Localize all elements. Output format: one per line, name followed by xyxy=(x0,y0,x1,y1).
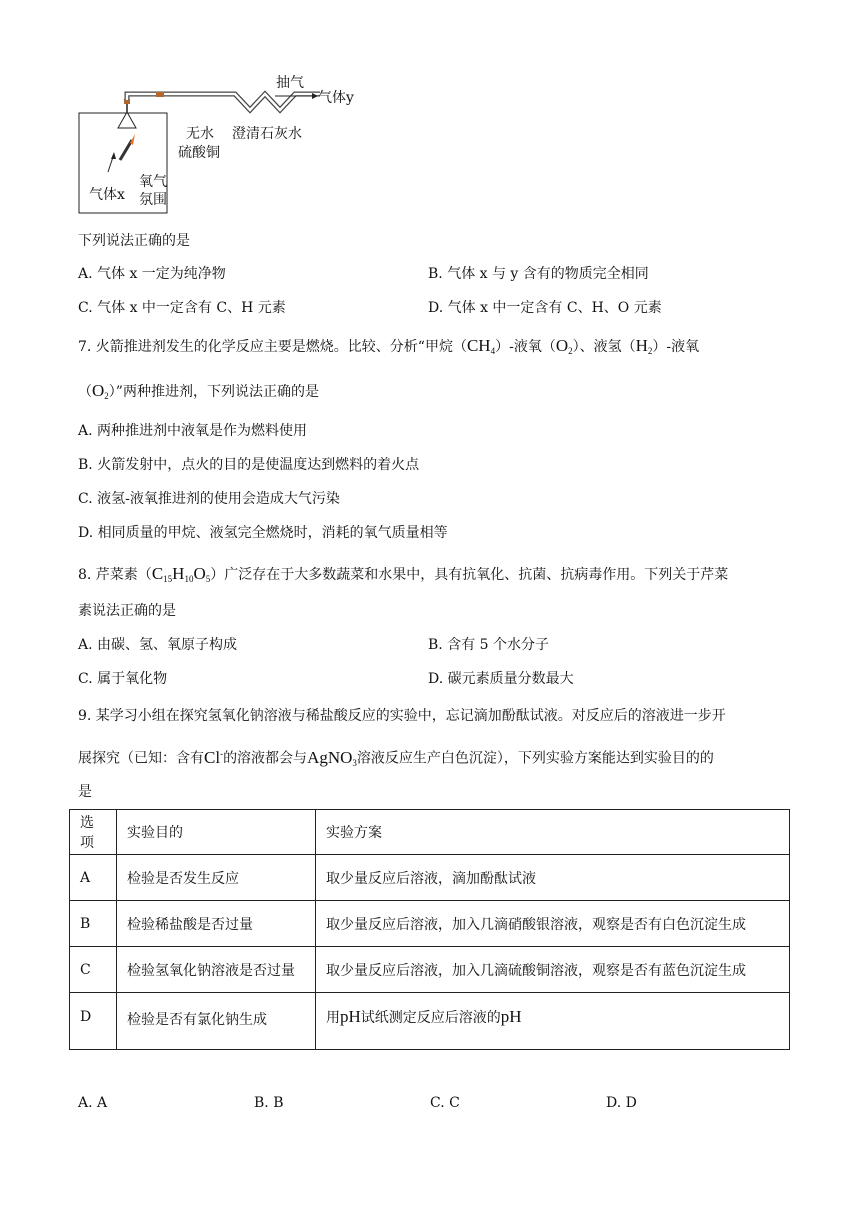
q7-option-a: A. 两种推进剂中液氧是作为燃料使用 xyxy=(78,423,308,439)
cell-purpose: 检验稀盐酸是否过量 xyxy=(117,901,316,947)
q7-stem-line1: 7. 火箭推进剂发生的化学反应主要是燃烧。比较、分析“甲烷$(CH_4)-$液氧$(O_2)$、液氢$(H_2)-$液氧 xyxy=(78,336,700,356)
h2-formula: $H_2$ xyxy=(635,336,653,356)
experiment-table xyxy=(69,809,790,1050)
funnel-icon xyxy=(118,112,136,128)
q6-option-c: C. 气体 x 中一定含有 C、H 元素 xyxy=(78,300,286,316)
cell-option: A xyxy=(70,855,117,901)
q7-option-d: D. 相同质量的甲烷、液氢完全燃烧时，消耗的氧气质量相等 xyxy=(78,525,448,541)
q9-answer-c: C. C xyxy=(430,1095,460,1111)
chloride-formula: Cl- xyxy=(204,747,224,767)
o2-formula: $O_2$ xyxy=(555,336,573,356)
cell-plan: 取少量反应后溶液，加入几滴硫酸铜溶液，观察是否有蓝色沉淀生成 xyxy=(316,947,790,993)
header-purpose: 实验目的 xyxy=(117,810,316,855)
q8-stem-line2: 素说法正确的是 xyxy=(78,603,176,619)
q6-option-d: D. 气体 x 中一定含有 C、H、O 元素 xyxy=(428,300,662,316)
q9-answer-a: A. A xyxy=(78,1095,108,1111)
apigenin-formula: $C_{15}H_{10}O_5$ xyxy=(151,564,211,584)
limewater-label: 澄清石灰水 xyxy=(232,126,302,142)
cell-option: D xyxy=(70,993,117,1050)
gas-x-label: 气体x xyxy=(89,187,125,203)
q8-option-c: C. 属于氧化物 xyxy=(78,671,168,687)
cell-plan: 用pH试纸测定反应后溶液的pH xyxy=(316,993,790,1050)
cell-option: B xyxy=(70,901,117,947)
q9-answer-b: B. B xyxy=(254,1095,284,1111)
q8-option-a: A. 由碳、氢、氧原子构成 xyxy=(78,637,238,653)
table-row xyxy=(70,855,790,901)
silver-nitrate-formula: AgNO$_3$ xyxy=(307,747,357,768)
oxygen-label-1: 氧气 xyxy=(139,174,167,190)
table-row xyxy=(70,901,790,947)
pump-label: 抽气 xyxy=(276,75,304,91)
cell-plan: 取少量反应后溶液，滴加酚酞试液 xyxy=(316,855,790,901)
q9-stem-line3: 是 xyxy=(78,784,92,800)
q8-stem-line1: 8. 芹菜素$(C_{15}H_{10}O_5)$广泛存在于大多数蔬菜和水果中，具有抗氧化、抗菌、抗病毒作用。下列关于芹菜 xyxy=(78,564,729,584)
oxygen-label-2: 氛围 xyxy=(139,192,167,208)
anhydrous-label-2: 硫酸铜 xyxy=(178,145,220,161)
table-header-row xyxy=(70,810,790,855)
q9-answer-d: D. D xyxy=(606,1095,637,1111)
q6-option-b: B. 气体 x 与 y 含有的物质完全相同 xyxy=(428,266,649,282)
header-plan: 实验方案 xyxy=(316,810,790,855)
ch4-formula: $CH_4$ xyxy=(466,336,496,356)
gas-y-label: 气体y xyxy=(318,90,354,106)
table-row xyxy=(70,947,790,993)
q7-option-c: C. 液氢-液氧推进剂的使用会造成大气污染 xyxy=(78,491,340,507)
q8-option-d: D. 碳元素质量分数最大 xyxy=(428,671,574,687)
cell-purpose: 检验是否有氯化钠生成 xyxy=(117,993,316,1050)
q8-option-b: B. 含有 5 个水分子 xyxy=(428,637,549,653)
anhydrous-label-1: 无水 xyxy=(186,126,214,142)
cell-purpose: 检验氢氧化钠溶液是否过量 xyxy=(117,947,316,993)
o2-formula-2: $O_2$ xyxy=(92,381,109,401)
q6-option-a: A. 气体 x 一定为纯净物 xyxy=(78,266,226,282)
q6-stem: 下列说法正确的是 xyxy=(78,233,190,249)
cell-option: C xyxy=(70,947,117,993)
table-row xyxy=(70,993,790,1050)
q7-stem-line2: $(O_2)$”两种推进剂，下列说法正确的是 xyxy=(78,381,319,401)
cell-purpose: 检验是否发生反应 xyxy=(117,855,316,901)
q9-stem-line2: 展探究（已知：含有Cl-的溶液都会与AgNO$_3$溶液反应生产白色沉淀），下列实验方案能达到实验目的的 xyxy=(78,747,714,768)
q7-option-b: B. 火箭发射中，点火的目的是使温度达到燃料的着火点 xyxy=(78,457,420,473)
q9-stem-line1: 9. 某学习小组在探究氢氧化钠溶液与稀盐酸反应的实验中，忘记滴加酚酞试液。对反应后的溶液进一步开 xyxy=(78,708,726,724)
cell-plan: 取少量反应后溶液，加入几滴硝酸银溶液，观察是否有白色沉淀生成 xyxy=(316,901,790,947)
header-option: 选项 xyxy=(70,810,117,855)
